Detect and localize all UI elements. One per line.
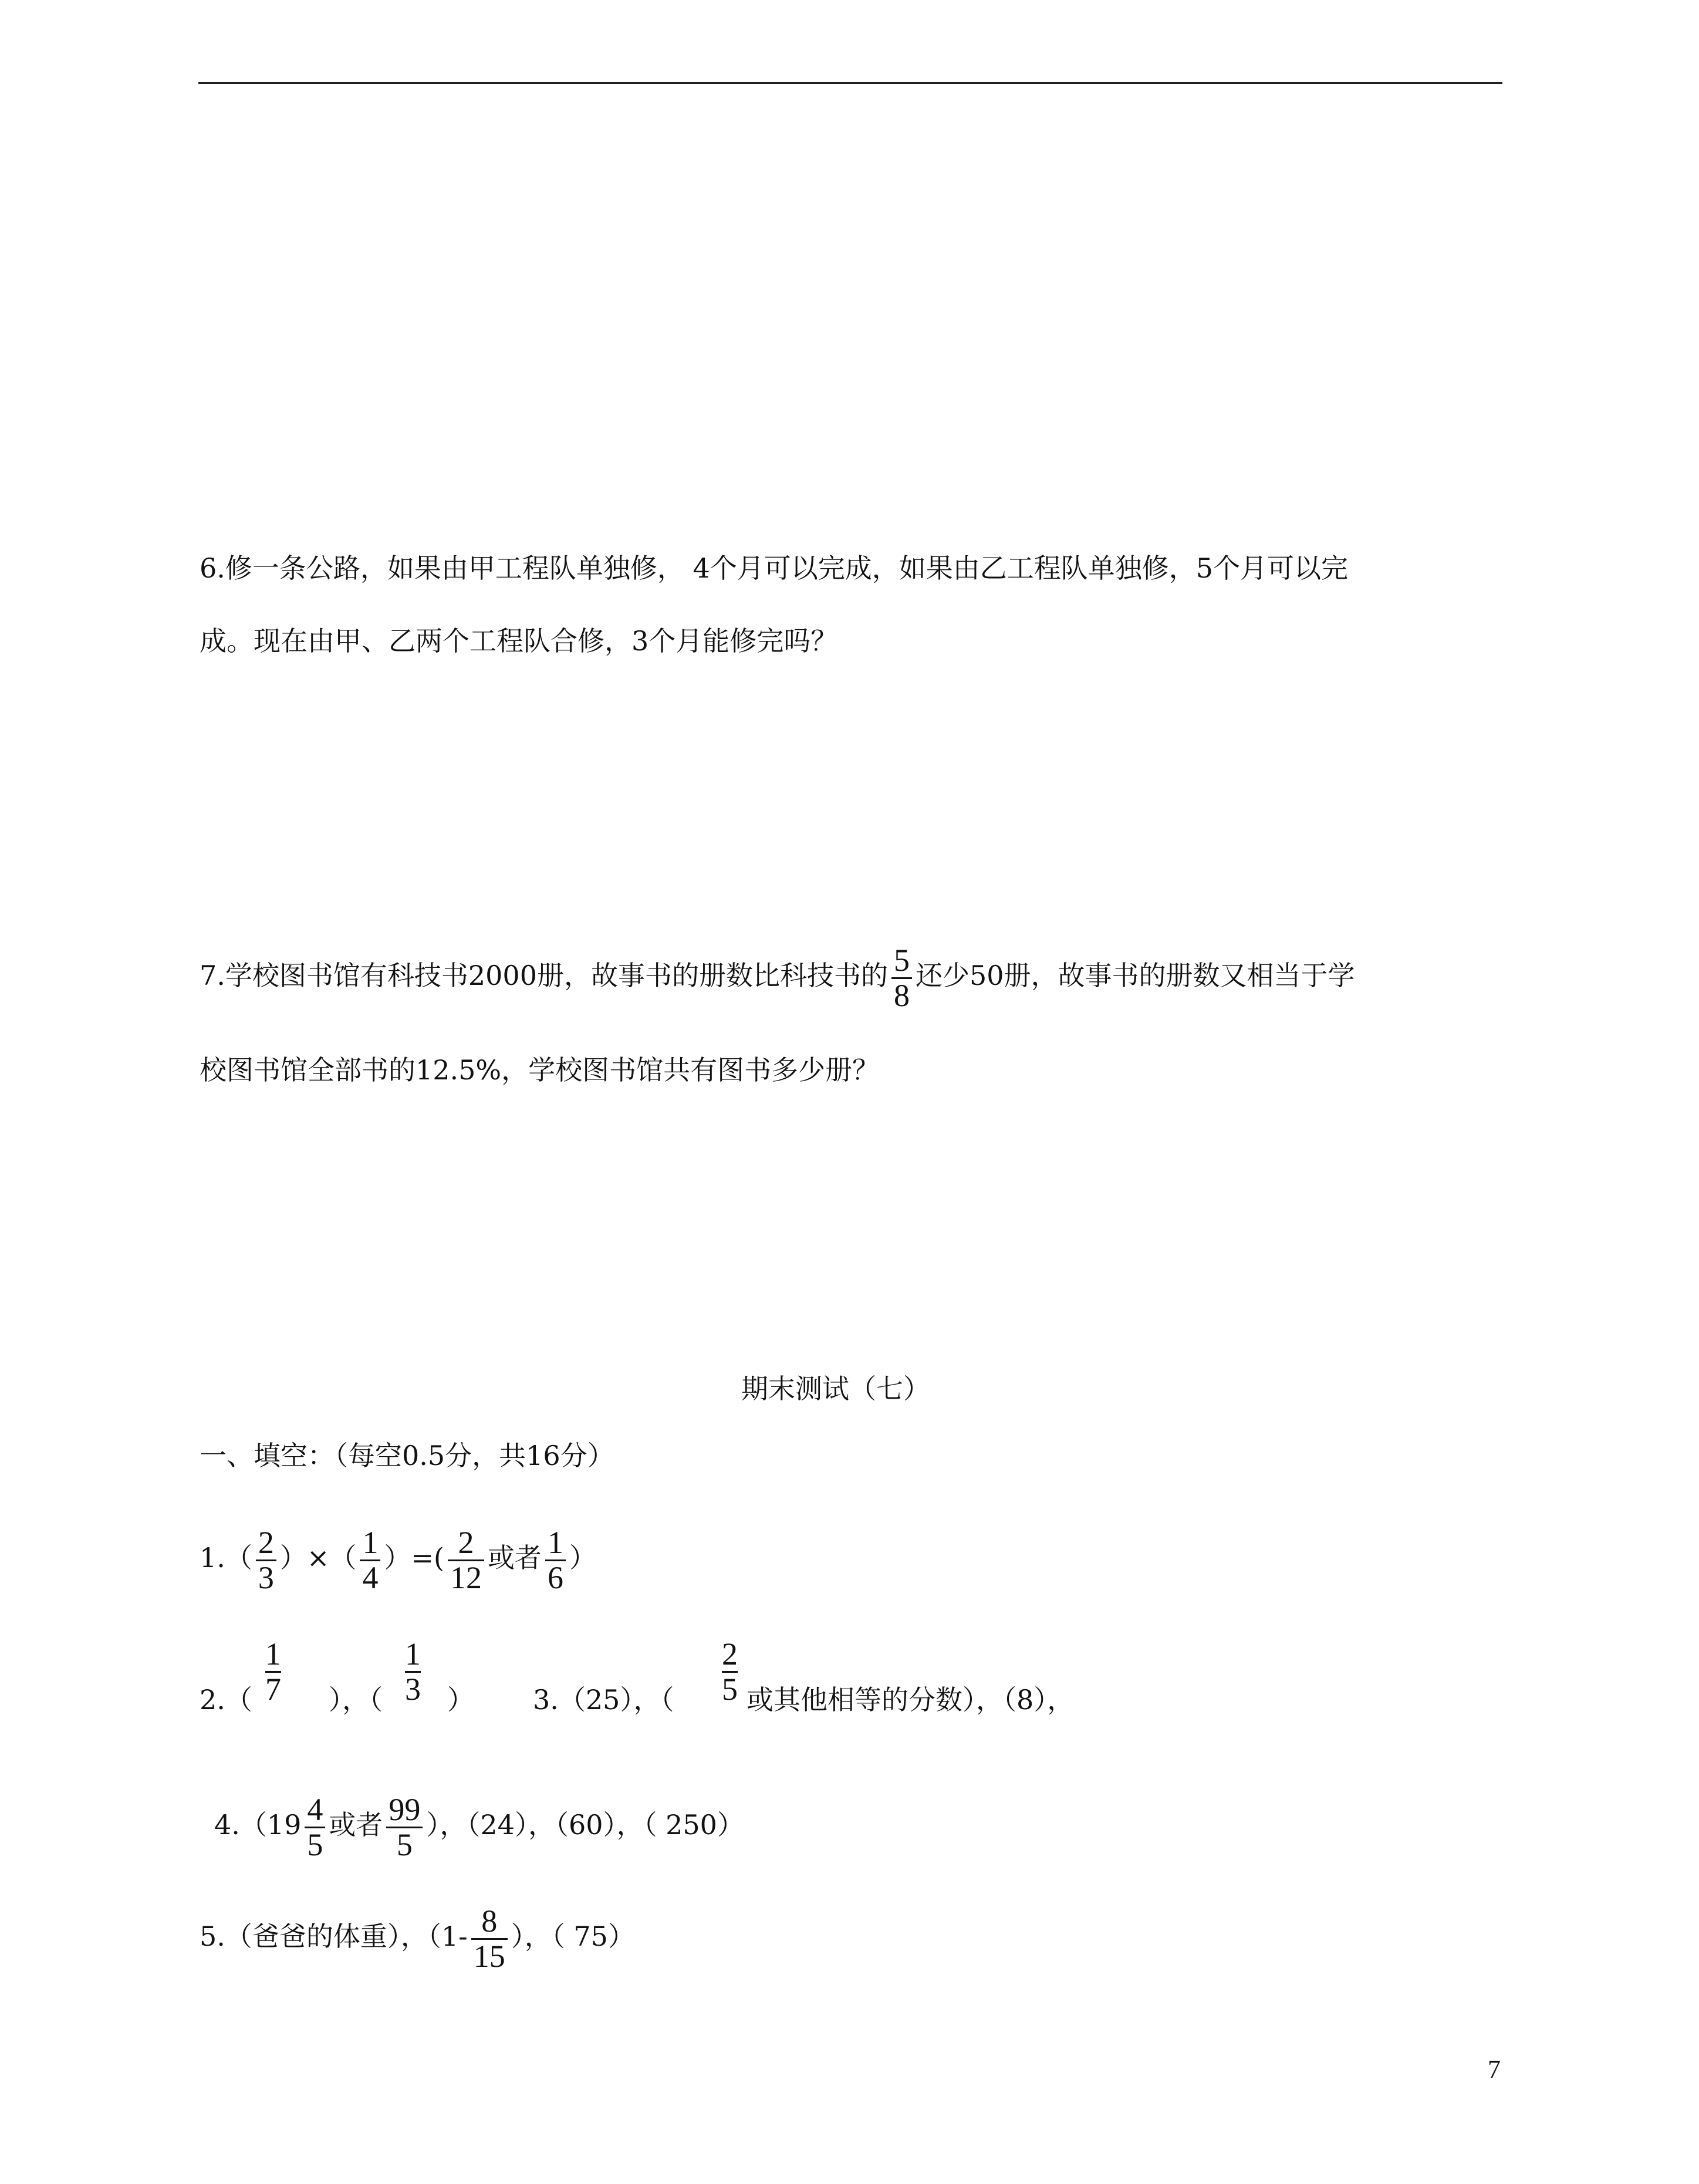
a2-f2-den: 3 <box>405 1671 421 1707</box>
q7-text-pre: 7.学校图书馆有科技书2000册，故事书的册数比科技书的 <box>200 960 888 992</box>
a1-fraction-3 <box>448 1526 484 1594</box>
a1-f1-num: 2 <box>258 1525 274 1560</box>
answer-3-text-2: 或其他相等的分数），（8）， <box>747 1684 1075 1716</box>
a3-fraction <box>722 1638 738 1706</box>
answer-5 <box>200 1905 635 1973</box>
a5-fraction <box>471 1905 508 1973</box>
answer-2-text-1: 2.（ <box>200 1684 252 1716</box>
q7-fraction-denominator: 8 <box>891 977 912 1012</box>
answer-2-text-3: ） <box>447 1684 474 1716</box>
a4-fraction-1 <box>305 1793 325 1861</box>
answer-1 <box>200 1526 596 1594</box>
a1-f2-num: 1 <box>362 1525 379 1560</box>
a1-f4-den: 6 <box>545 1559 566 1595</box>
a4-text-2: 或者 <box>329 1809 383 1841</box>
a1-f3-num: 2 <box>458 1525 474 1560</box>
a4-f1-num: 4 <box>307 1792 323 1827</box>
page-number: 7 <box>1488 2055 1501 2084</box>
a4-text-3: ），（24），（60），（ 250） <box>426 1809 744 1841</box>
answer-3-text-1: 3.（25），（ <box>533 1684 674 1716</box>
q7-fraction-numerator: 5 <box>893 943 910 978</box>
a2-f1-den: 7 <box>265 1671 281 1707</box>
a4-f2-num: 99 <box>389 1792 421 1827</box>
a5-text-1: 5.（爸爸的体重），（1- <box>200 1920 468 1953</box>
q7-fraction <box>891 944 912 1012</box>
a1-text-2: ）×（ <box>279 1542 357 1574</box>
a1-f2-den: 4 <box>360 1559 380 1595</box>
q6-line1: 6.修一条公路，如果由甲工程队单独修， 4个月可以完成，如果由乙工程队单独修，5个月可以完 <box>200 552 1349 584</box>
a1-f3-den: 12 <box>448 1559 484 1595</box>
a4-f1-den: 5 <box>305 1827 325 1862</box>
a4-f2-den: 5 <box>386 1827 423 1862</box>
a3-f-den: 5 <box>722 1671 738 1707</box>
section-heading: 一、填空：（每空0.5分，共16分） <box>200 1440 614 1471</box>
a1-f1-den: 3 <box>256 1559 276 1595</box>
a1-text-5: ） <box>569 1542 596 1574</box>
a3-f-num: 2 <box>722 1636 738 1672</box>
a1-f4-num: 1 <box>547 1525 563 1560</box>
a2-fraction-1 <box>265 1638 281 1706</box>
exam-title: 期末测试（七） <box>741 1373 930 1405</box>
a5-f-den: 15 <box>471 1938 508 1973</box>
a4-text-1: 4.（19 <box>214 1809 302 1841</box>
a4-fraction-2 <box>386 1793 423 1861</box>
q6-line2: 成。现在由甲、乙两个工程队合修，3个月能修完吗？ <box>200 625 838 657</box>
answer-4 <box>214 1793 744 1861</box>
a2-fraction-2 <box>405 1638 421 1706</box>
a1-fraction-2 <box>360 1526 380 1594</box>
a5-f-num: 8 <box>481 1903 498 1939</box>
a5-text-2: ），（ 75） <box>511 1920 635 1953</box>
a1-text-3: ）=( <box>384 1542 444 1574</box>
a1-fraction-4 <box>545 1526 566 1594</box>
a1-text-1: 1.（ <box>200 1542 252 1574</box>
q7-text-post: 还少50册，故事书的册数又相当于学 <box>915 960 1355 992</box>
a1-fraction-1 <box>256 1526 276 1594</box>
q7-line2: 校图书馆全部书的12.5%，学校图书馆共有图书多少册？ <box>200 1054 880 1086</box>
q7-line1 <box>200 944 1355 1012</box>
a2-f1-num: 1 <box>265 1636 281 1672</box>
answer-2-text-2: ），（ <box>329 1684 383 1716</box>
header-rule <box>198 82 1502 84</box>
a2-f2-num: 1 <box>405 1636 421 1672</box>
a1-text-4: 或者 <box>487 1542 542 1574</box>
